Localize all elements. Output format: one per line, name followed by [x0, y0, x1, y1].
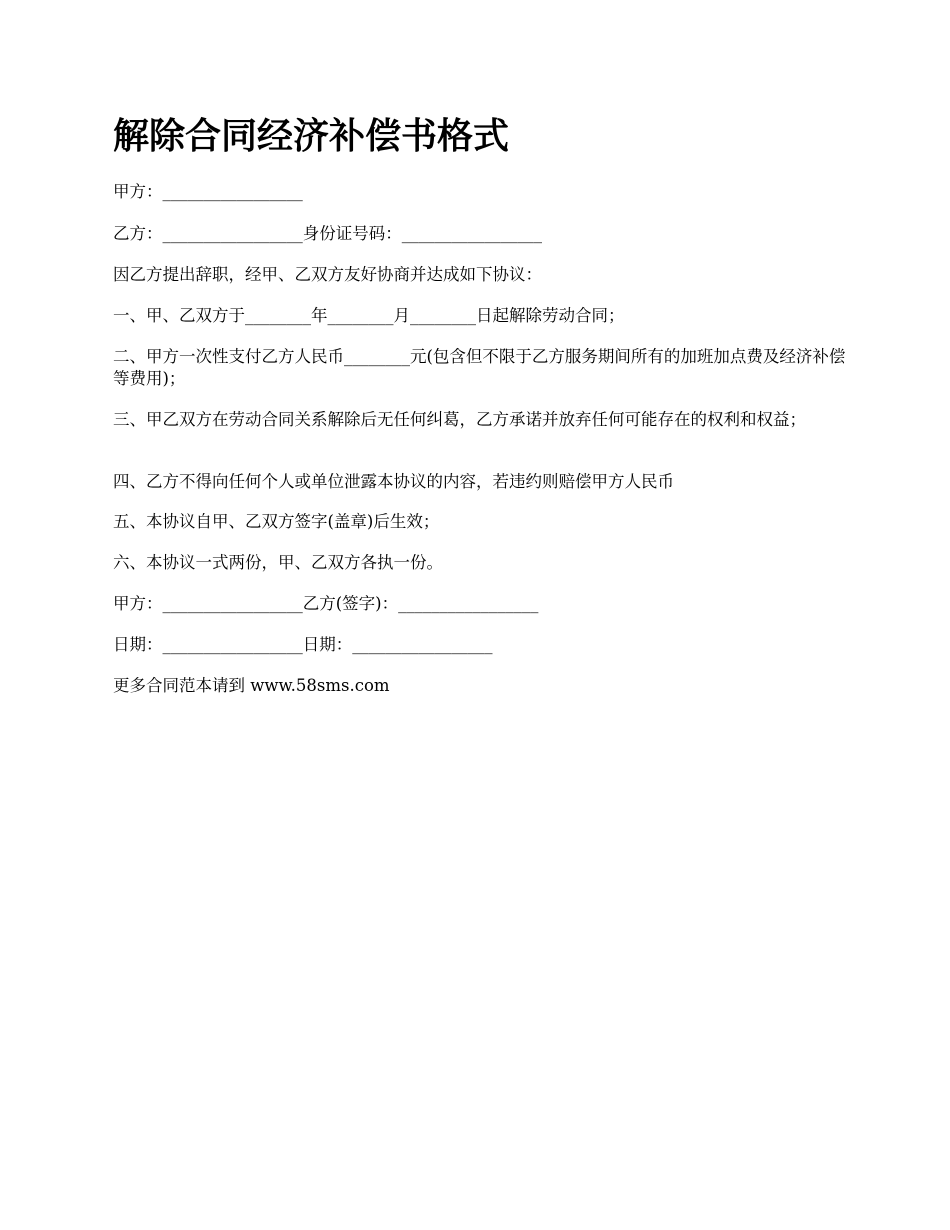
footer-link-text: 更多合同范本请到 www.58sms.com [113, 676, 390, 695]
clause-1: 一、甲、乙双方于________年________月________日起解除劳动合同； [113, 306, 625, 325]
date-line: 日期：_________________日期：_________________ [113, 635, 493, 654]
clause-5: 五、本协议自甲、乙双方签字(盖章)后生效； [113, 512, 440, 531]
clause-6: 六、本协议一式两份，甲、乙双方各执一份。 [113, 553, 443, 572]
party-b-line: 乙方：_________________身份证号码：_________________ [113, 224, 542, 243]
clause-2: 二、甲方一次性支付乙方人民币________元(包含但不限于乙方服务期间所有的加班加点费及经济补偿等费用)； [113, 347, 846, 388]
party-a-line: 甲方：_________________ [113, 182, 303, 201]
signature-line: 甲方：_________________乙方(签字)：_________________ [113, 594, 539, 613]
clause-3: 三、甲乙双方在劳动合同关系解除后无任何纠葛，乙方承诺并放弃任何可能存在的权利和权益； [113, 410, 806, 429]
intro-paragraph: 因乙方提出辞职，经甲、乙双方友好协商并达成如下协议： [113, 265, 542, 284]
document-title: 解除合同经济补偿书格式 [113, 116, 510, 157]
clause-4: 四、乙方不得向任何个人或单位泄露本协议的内容，若违约则赔偿甲方人民币 [113, 472, 674, 491]
